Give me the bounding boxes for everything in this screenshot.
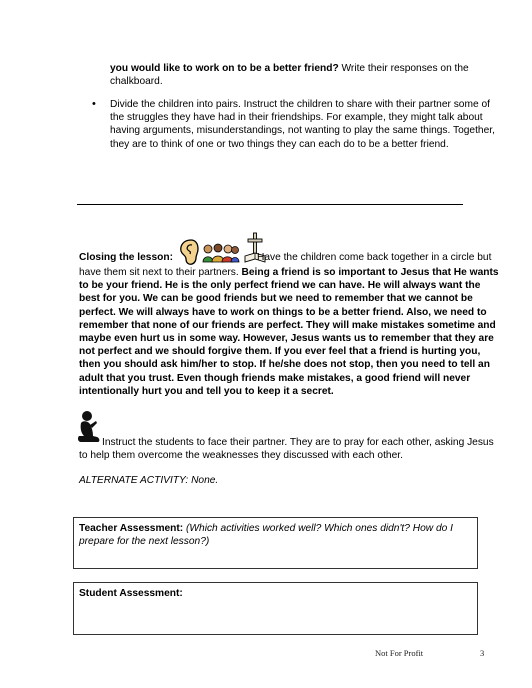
teacher-assessment-prompt: (Which activities worked well? Which ones didn't? How do I prepare for the next lesson?) <box>79 523 453 548</box>
closing-paragraph <box>79 244 499 398</box>
bullet-symbol: • <box>92 98 96 110</box>
alternate-activity: ALTERNATE ACTIVITY: None. <box>79 475 219 486</box>
bullet-paragraph: Divide the children into pairs. Instruct the children to share with their partner some of the struggles they have had in their friendships. For example, they might talk about having arguments, misunderstandings, not wanting to play the same things. Together, they are to think of one or two things they can each do to be a better friend. <box>110 99 495 150</box>
closing-intro: Have the children come back together in a circle but have them sit next to their partners. <box>79 252 492 278</box>
inline-icon-spacer <box>173 244 257 266</box>
closing-bold-text: Being a friend is so important to Jesus that He wants to be your friend. He is the only perfect friend we can have. He will always want the best for you. We can be good friends but we need to remember that we cannot be perfect. We will always have to work on things to be a better friend. Also, we need to remember that none of our friends are perfect. They will make mistakes sometime and maybe even hurt us in some way. However, Jesus wants us to remember that they are not perfect and we should forgive them. If you ever feel that a friend is hurting you, then you should ask him/her to stop. If he/she does not stop, then you need to tell an adult that you trust. Even though friends make mistakes, a good friend will never intentionally hurt you and tell you to keep it a secret. <box>79 267 499 397</box>
teacher-assessment-text <box>79 522 474 548</box>
horizontal-rule <box>77 204 463 205</box>
closing-label: Closing the lesson: <box>79 252 173 263</box>
prayer-paragraph <box>79 436 499 462</box>
teacher-assessment-label: Teacher Assessment: <box>79 523 184 534</box>
footer-text: Not For Profit <box>375 648 424 658</box>
teacher-assessment-box[interactable] <box>73 517 478 569</box>
prayer-text: Instruct the students to face their partner. They are to pray for each other, asking Jesus to help them overcome the weaknesses they discussed with each other. <box>79 437 494 462</box>
top-paragraph-question: you would like to work on to be a better friend? <box>110 63 339 74</box>
student-assessment-label: Student Assessment: <box>79 588 183 599</box>
top-paragraph <box>110 62 495 88</box>
student-assessment-box[interactable] <box>73 582 478 635</box>
top-paragraph-instruction: Write their responses on the chalkboard. <box>110 63 469 88</box>
page-number: 3 <box>480 648 485 658</box>
